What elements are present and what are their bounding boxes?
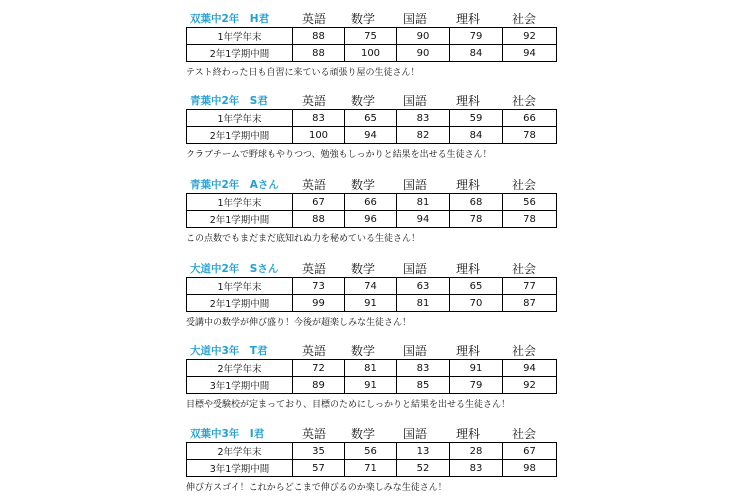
score-cell: 100 [293,127,345,144]
score-cell: 56 [345,443,397,460]
subject-header: 英語 [301,178,327,192]
score-cell: 89 [293,377,345,394]
score-cell: 85 [397,377,450,394]
student-comment: クラブチームで野球もやりつつ、勉強もしっかりと結果を出せる生徒さん！ [186,150,492,160]
table-row [187,377,557,394]
subject-header: 国語 [402,178,428,192]
score-cell: 87 [503,295,557,312]
score-cell: 59 [450,110,503,127]
score-cell: 78 [503,127,557,144]
term-cell: 1年学年末 [187,278,293,295]
score-cell: 88 [293,211,345,228]
subject-header: 国語 [402,427,428,441]
table-row [187,443,557,460]
subject-header: 英語 [301,12,327,26]
student-block [186,176,556,244]
student-block [186,260,556,328]
grade-table [186,442,557,477]
score-cell: 73 [293,278,345,295]
subject-header: 理科 [455,94,481,108]
subject-header: 社会 [511,262,537,276]
subject-header: 社会 [511,12,537,26]
score-cell: 75 [345,28,397,45]
subject-header: 英語 [301,94,327,108]
subject-header: 数学 [350,178,376,192]
score-cell: 63 [397,278,450,295]
table-row [187,211,557,228]
term-cell: 1年学年末 [187,28,293,45]
score-cell: 79 [450,28,503,45]
score-cell: 70 [450,295,503,312]
subject-header: 国語 [402,262,428,276]
student-name: 双葉中2年 H君 [190,13,270,25]
score-cell: 91 [345,295,397,312]
score-cell: 66 [345,194,397,211]
score-cell: 100 [345,45,397,62]
subject-header: 数学 [350,427,376,441]
grade-table [186,193,557,228]
score-cell: 81 [397,194,450,211]
student-block [186,10,556,78]
student-header [186,92,556,109]
table-row [187,295,557,312]
table-row [187,110,557,127]
score-cell: 56 [503,194,557,211]
table-row [187,45,557,62]
score-cell: 78 [503,211,557,228]
subject-header: 理科 [455,262,481,276]
score-cell: 98 [503,460,557,477]
subject-header: 理科 [455,178,481,192]
score-cell: 99 [293,295,345,312]
table-row [187,127,557,144]
subject-header: 数学 [350,12,376,26]
table-row [187,28,557,45]
subject-header: 英語 [301,262,327,276]
subject-header: 数学 [350,262,376,276]
score-cell: 84 [450,45,503,62]
score-cell: 92 [503,28,557,45]
subject-header: 英語 [301,344,327,358]
score-cell: 67 [503,443,557,460]
subject-header: 数学 [350,344,376,358]
score-cell: 84 [450,127,503,144]
score-cell: 96 [345,211,397,228]
score-cell: 92 [503,377,557,394]
student-name: 青葉中2年 S君 [190,95,268,107]
subject-header: 理科 [455,344,481,358]
table-row [187,460,557,477]
score-cell: 83 [293,110,345,127]
score-cell: 94 [397,211,450,228]
student-comment: 受講中の数学が伸び盛り！今後が超楽しみな生徒さん！ [186,318,412,328]
score-cell: 66 [503,110,557,127]
score-cell: 71 [345,460,397,477]
subject-header: 理科 [455,12,481,26]
score-cell: 94 [503,45,557,62]
score-cell: 90 [397,28,450,45]
score-cell: 81 [345,360,397,377]
score-cell: 79 [450,377,503,394]
grade-table [186,359,557,394]
score-cell: 52 [397,460,450,477]
score-cell: 35 [293,443,345,460]
student-comment: 伸び方スゴイ！これからどこまで伸びるのか楽しみな生徒さん！ [186,483,447,493]
score-cell: 57 [293,460,345,477]
subject-header: 社会 [511,344,537,358]
term-cell: 2年学年末 [187,360,293,377]
student-name: 大道中3年 T君 [190,345,268,357]
grade-table [186,277,557,312]
score-cell: 68 [450,194,503,211]
term-cell: 2年1学期中間 [187,127,293,144]
grade-table [186,27,557,62]
table-row [187,194,557,211]
term-cell: 1年学年末 [187,194,293,211]
subject-header: 社会 [511,427,537,441]
score-cell: 91 [450,360,503,377]
subject-header: 国語 [402,12,428,26]
score-cell: 91 [345,377,397,394]
table-row [187,278,557,295]
term-cell: 3年1学期中間 [187,460,293,477]
score-cell: 83 [397,110,450,127]
score-cell: 88 [293,45,345,62]
subject-header: 国語 [402,94,428,108]
score-cell: 78 [450,211,503,228]
score-cell: 82 [397,127,450,144]
term-cell: 3年1学期中間 [187,377,293,394]
student-comment: 目標や受験校が定まっており、目標のためにしっかりと結果を出せる生徒さん！ [186,400,511,410]
student-header [186,260,556,277]
student-header [186,342,556,359]
score-cell: 90 [397,45,450,62]
term-cell: 2年学年末 [187,443,293,460]
term-cell: 2年1学期中間 [187,295,293,312]
score-cell: 72 [293,360,345,377]
subject-header: 社会 [511,178,537,192]
student-block [186,425,556,493]
subject-header: 理科 [455,427,481,441]
subject-header: 社会 [511,94,537,108]
score-cell: 74 [345,278,397,295]
subject-header: 英語 [301,427,327,441]
term-cell: 1年学年末 [187,110,293,127]
student-block [186,92,556,160]
score-cell: 94 [345,127,397,144]
student-header [186,425,556,442]
student-name: 双葉中3年 I君 [190,428,265,440]
score-cell: 67 [293,194,345,211]
score-cell: 94 [503,360,557,377]
student-comment: テスト終わった日も自習に来ている頑張り屋の生徒さん！ [186,68,420,78]
student-header [186,176,556,193]
score-cell: 65 [450,278,503,295]
student-name: 大道中2年 Sさん [190,263,279,275]
score-cell: 83 [397,360,450,377]
student-name: 青葉中2年 Aさん [190,179,279,191]
student-comment: この点数でもまだまだ底知れぬ力を秘めている生徒さん！ [186,234,421,244]
student-header [186,10,556,27]
term-cell: 2年1学期中間 [187,211,293,228]
score-cell: 28 [450,443,503,460]
subject-header: 数学 [350,94,376,108]
score-cell: 83 [450,460,503,477]
score-cell: 88 [293,28,345,45]
student-block [186,342,556,410]
term-cell: 2年1学期中間 [187,45,293,62]
score-cell: 81 [397,295,450,312]
score-cell: 65 [345,110,397,127]
score-cell: 77 [503,278,557,295]
table-row [187,360,557,377]
score-cell: 13 [397,443,450,460]
subject-header: 国語 [402,344,428,358]
grade-table [186,109,557,144]
